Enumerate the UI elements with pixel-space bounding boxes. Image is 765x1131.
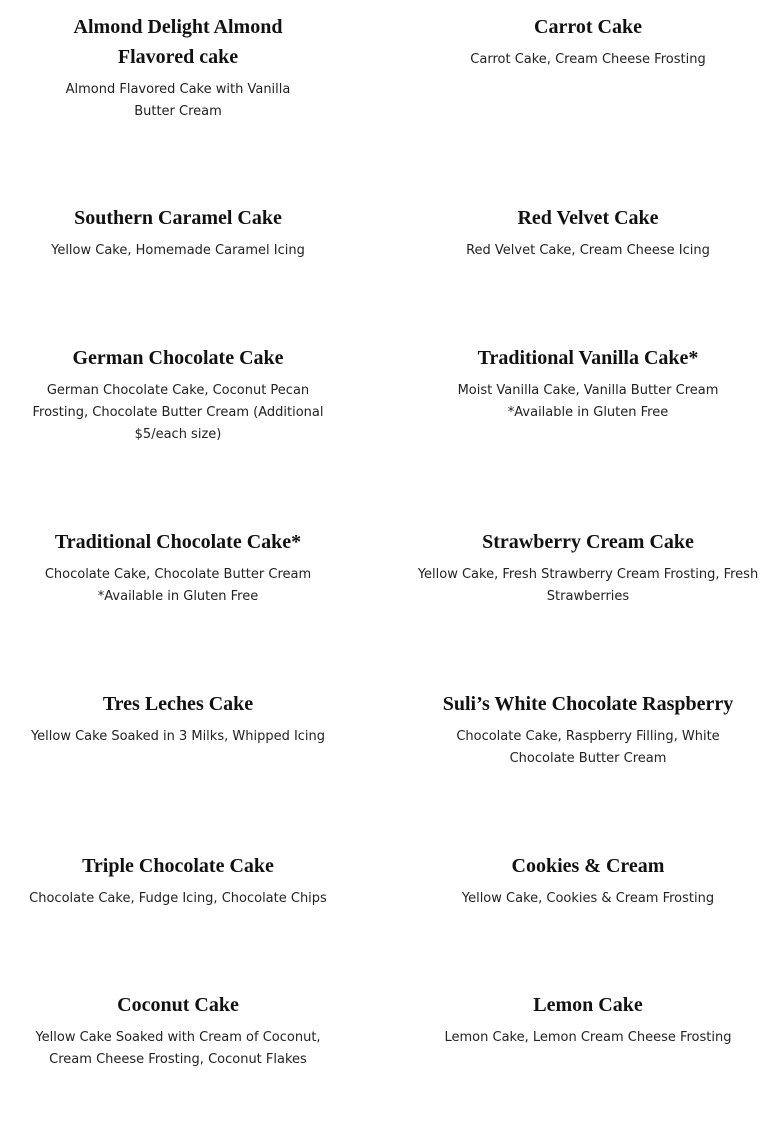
menu-item	[0, 203, 356, 262]
menu-item	[410, 12, 765, 71]
menu-item-name: Suli’s White Chocolate Raspberry	[442, 693, 734, 715]
menu-item	[410, 990, 765, 1049]
menu-item	[0, 689, 356, 748]
menu-item	[0, 851, 356, 910]
menu-item-name: Red Velvet Cake	[517, 207, 659, 229]
menu-item-name: Almond Delight Almond Flavored cake	[73, 16, 283, 68]
menu-item-name: German Chocolate Cake	[72, 347, 284, 369]
menu-item-description: Yellow Cake, Cookies & Cream Frosting	[461, 891, 715, 906]
menu-item-description: German Chocolate Cake, Coconut Pecan Frosting, Chocolate Butter Cream (Additional $5/each size)	[32, 383, 324, 442]
menu-item-description: Yellow Cake, Fresh Strawberry Cream Frosting, Fresh Strawberries	[417, 567, 759, 604]
menu-item-description: Chocolate Cake, Fudge Icing, Chocolate Chips	[29, 891, 327, 906]
menu-item	[410, 851, 765, 910]
menu-item	[0, 12, 356, 123]
menu-item	[410, 689, 765, 770]
menu-item-name: Tres Leches Cake	[102, 693, 254, 715]
menu-item-description: Carrot Cake, Cream Cheese Frosting	[470, 52, 706, 67]
menu-item	[410, 343, 765, 424]
menu-item-name: Traditional Vanilla Cake*	[477, 347, 699, 369]
menu-item-description: Almond Flavored Cake with Vanilla Butter Cream	[65, 82, 291, 119]
menu-item-description: Chocolate Cake, Chocolate Butter Cream *Available in Gluten Free	[44, 567, 312, 604]
menu-item-description: Yellow Cake Soaked with Cream of Coconut, Cream Cheese Frosting, Coconut Flakes	[35, 1030, 321, 1067]
menu-item-description: Yellow Cake Soaked in 3 Milks, Whipped Icing	[30, 729, 326, 744]
menu-item-name: Cookies & Cream	[511, 855, 665, 877]
menu-item-name: Southern Caramel Cake	[74, 207, 282, 229]
menu-item-description: Moist Vanilla Cake, Vanilla Butter Cream *Available in Gluten Free	[457, 383, 719, 420]
menu-item-description: Chocolate Cake, Raspberry Filling, White Chocolate Butter Cream	[456, 729, 720, 766]
menu-item-name: Traditional Chocolate Cake*	[54, 531, 302, 553]
menu-item-description: Lemon Cake, Lemon Cream Cheese Frosting	[444, 1030, 732, 1045]
menu-item-name: Strawberry Cream Cake	[482, 531, 694, 553]
menu-item-description: Yellow Cake, Homemade Caramel Icing	[51, 243, 305, 258]
menu-item-name: Triple Chocolate Cake	[82, 855, 274, 877]
menu-item	[410, 203, 765, 262]
menu-item	[410, 527, 765, 608]
menu-item-name: Lemon Cake	[533, 994, 643, 1016]
menu-item-description: Red Velvet Cake, Cream Cheese Icing	[466, 243, 710, 258]
menu-item	[0, 527, 356, 608]
menu-item	[0, 343, 356, 446]
menu-item-name: Carrot Cake	[534, 16, 642, 38]
menu-item	[0, 990, 356, 1071]
menu-item-name: Coconut Cake	[117, 994, 239, 1016]
